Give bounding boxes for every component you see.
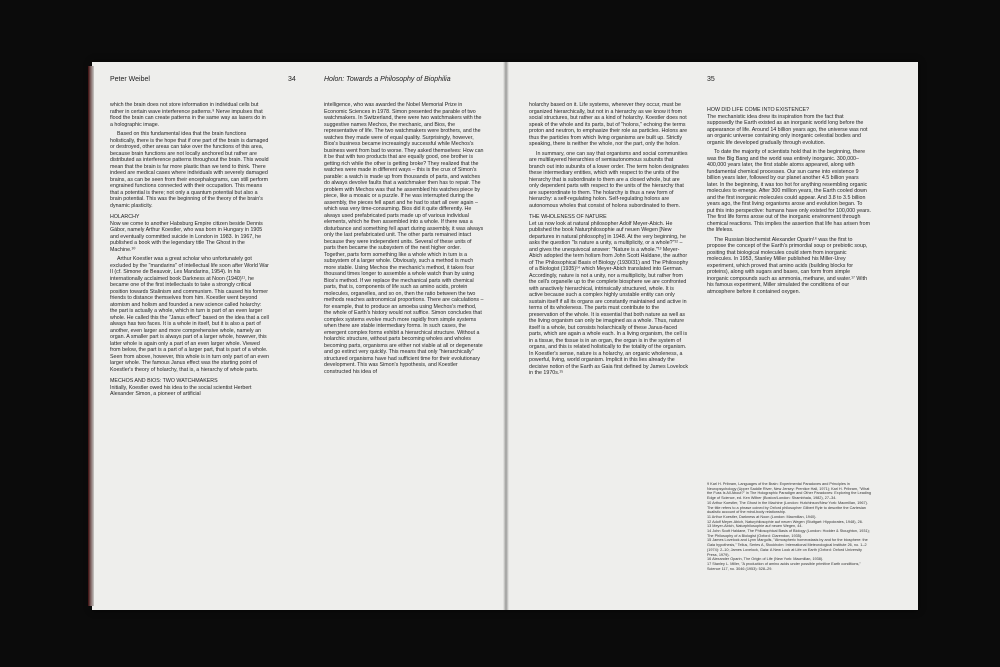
- footnote: 16 Alexander Oparin, The Origin of Life (New York: Macmillan, 1938).: [707, 557, 824, 562]
- section-heading: HOW DID LIFE COME INTO EXISTENCE?: [707, 107, 810, 113]
- paragraph: which the brain does not store information in individual cells but rather in certain wave interference patterns.⁹ Nerve impulses that flood the brain can create patterns in the same way as lasers do in a holographic image.: [110, 102, 266, 128]
- paragraph: The mechanistic idea drew its inspiration from the fact that supposedly the Earth existed as an inorganic world long before the appearance of life. Around 14 billion years ago, the universe was not an organic universe containing only inorganic celestial bodies and organic life developed gradually through evolution.: [707, 113, 868, 146]
- paragraph: Initially, Koestler owed his idea to the social scientist Herbert Alexander Simon, a pioneer of artificial: [110, 384, 252, 397]
- text-column-2: [324, 102, 484, 378]
- section-heading: HOLARCHY: [110, 214, 140, 220]
- paragraph: holarchy based on it. Life systems, wherever they occur, must be organized hierarchically, but not in a hierarchy as we know it from social structures, but rather as a kind of holarchy. Koestler does not speak of the whole and its parts, but of "holons," echoing the terms proton and neutron, to emphasize their role as particles. Holons are thus the particles from which living organisms are built up. Strictly speaking, there is neither the whole, nor the part, only the holon.: [529, 102, 688, 147]
- text-column-1: [110, 102, 270, 401]
- running-head-author: Peter Weibel: [110, 76, 150, 83]
- footnote: 13 Meyer-Abich, Naturphilosophie auf neuen Wegen, 44.: [707, 524, 803, 529]
- right-page: [509, 62, 918, 610]
- footnote: 12 Adolf Meyer-Abich, Naturphilosophie auf neuen Wegen (Stuttgart: Hippokrates, 1948), 26.: [707, 519, 863, 524]
- paragraph: Let us now look at natural philosopher Adolf Meyer-Abich. He published the book Naturphilosophie auf neuen Wegen [New departures in natural philosophy] in 1948. At the very beginning, he asks the question "Is nature a unity, a multiplicity, or a whole?"¹² – and gives the unequivocal answer: "Nature is a whole."¹³ Meyer-Abich adopted the term holism from John Scott Haldane, the author of The Philosophical Basis of Biology (1930/31) and The Philosophy of a Biologist (1935)¹⁴ which Meyer-Abich translated into German. Accordingly, nature is not a unity, nor a multiplicity, but rather from the cell's organelle up to the complete biosphere we are confronted with anactively hierarchical, intrinsically structured, whole. It is active because such a complex highly unstable entity can only sustain itself if all its organs are constantly maintained and active in terms of its wholeness. The parts must contribute to the preservation of the whole. It is essential that both nature as well as the living organism can only be imagined as a whole. Thus, nature itself is a whole, but consists holarchically of these Janus-faced parts, which are again a whole each. In a living organism, the cell is in a tissue, the tissue is in an organ, the organ is in the system of organs, and this is related holistically to the totality of the organism. In Koestler's sense, nature is a holarchy, an organic wholeness, a powerful, living, world organism. Implicit in this lies already the decisive notion of the Earth as Gaia first defined by James Lovelock in the 1970s.¹⁵: [529, 220, 689, 376]
- paragraph: In summary, one can say that organisms and social communities are multilayered hierarchies of semiautonomous subunits that branch out into subunits of a lower order. The term holon designates these intermediary entities, which with respect to the units of the hierarchy that is subordinate to them are a closed whole, but are only dependent parts with respect to the units of the hierarchy that are superordinate to them. The holarchy is thus a new form of hierarchy: a self-regulating holon. Self-regulating holons are autonomous wholes that consist of holons subordinated to them.: [529, 150, 689, 209]
- running-head-title: Holon: Towards a Philosophy of Biophilia: [324, 76, 451, 83]
- section-heading: MECHOS AND BIOS: TWO WATCHMAKERS: [110, 378, 218, 384]
- page-number-right: 35: [707, 76, 715, 83]
- paragraph: Now we come to another Habsburg Empire citizen beside Dennis Gábor, namely Arthur Koestler, who was born in Hungary in 1905 and eventually committed suicide in London in 1983. In 1967, he published a book with the legendary title The Ghost in the Machine.¹⁰: [110, 220, 263, 253]
- footnote: 17 Stanley L. Miller, "A production of amino acids under possible primitive Earth conditions," Science 117, no. 3046 (1953): 528–29.: [707, 561, 861, 571]
- footnote: 15 James Lovelock and Lynn Margulis, "Atmospheric homeostasis by and for the biosphere: the Gaia hypothesis," Tellus, Series A, Stockholm: International Meteorological Institute 26, no. 1–2 (1974): 2–10; James Lovelock, Gaia: A New Look at Life on Earth (Oxford: Oxford University Press, 1979).: [707, 538, 868, 557]
- paragraph: Arthur Koestler was a great scholar who unfortunately got excluded by the "mandarins" of intellectual life soon after World War II (cf. Simone de Beauvoir, Les Mandarins, 1954). In his internationally acclaimed book Darkness at Noon (1940)¹¹, he became one of the first intellectuals to take a strongly critical position towards Stalinism and communism. This caused his former friends to distance themselves from him. Koestler went beyond atomism and holism and founded a new science called holarchy: the part is actually a whole, which in turn is part of an even larger whole. He called this the "Janus effect" based on the idea that a cell always has two faces. It is a whole in itself, but it is also a part of another, even larger and more comprehensive whole, namely an organ. A smaller part is always part of a larger whole, however, this latter whole is again only a part of an even larger whole. Viewed from below, the part is a part of a larger part, that is part of a whole. Seen from above, however, this whole is in turn only part of an even larger whole. The famous Janus effect was the starting point of Koestler's theory of holarchy, that is, a hierarchy of whole parts.: [110, 256, 269, 373]
- text-column-4: [707, 102, 871, 298]
- footnote: 11 Arthur Koestler, Darkness at Noon (London: Macmillan, 1940).: [707, 514, 817, 519]
- paragraph: To date the majority of scientists hold that in the beginning, there was the Big Bang and the world was entirely inorganic. 300,000–400,000 years later, the first stable atoms appeared, along with fundamental chemical processes. Our sun came into existence 9 billion years later, followed by our planet another 4.5 billion years later. In the beginning, it was too hot for anything resembling organic molecules to emerge. After 300 million years, the Earth cooled down and the first inorganic molecules could appear. And 3.8 to 3.5 billion years ago, the first living organisms arose and evolution began. To put this into perspective: humans have only existed for 100,000 years. The first life forms arose out of the inorganic environment through chemical reactions. This implies the assertion that life has arisen from the lifeless.: [707, 149, 872, 233]
- footnote: 10 Arthur Koestler, The Ghost in the Machine (London: Hutchinson/New York: Macmillan, 1967). The title refers to a phrase coined by Oxford philosopher Gilbert Ryle to describe the Cartesian dualistic account of the mind-body relationship.: [707, 500, 868, 515]
- footnotes: [707, 482, 871, 571]
- footnote: 14 John Scott Haldane, The Philosophical Basis of Biology (London: Hodder & Stoughton, 1931); The Philosophy of a Biologist (Oxford: Clarendon, 1935).: [707, 529, 870, 538]
- footnote: 9 Karl H. Pribram, Languages of the Brain: Experimental Paradoxes and Principles in Neuropsychology (Upper Saddle River, New Jersey: Prentice Hall, 1971); Karl H. Pribram, "What the Fuss Is All About?" in The Holographic Paradigm and Other Paradoxes: Exploring the Leading Edge of Science, ed. Ken Wilber (Boston/London: Shambhala, 1982), 27–34.: [707, 482, 872, 501]
- paragraph: Based on this fundamental idea that the brain functions holistically, there is the hope that if one part of the brain is damaged or destroyed, other areas can take over the functions of this area, because brain functions are not locally anchored but rather are distributed as interference patterns throughout the brain. This would mean that the brain is far more plastic than we tend to think. There indeed are medical cases where individuals with severely damaged brains, as can be seen from their encephalograms, can still perform engrained functions connected with their occupation. This means that a potential is there; not only a quantum potential but also a brain potential. This was the beginning of the theory of the brain's dynamic plasticity.: [110, 131, 269, 209]
- book-spread: [92, 62, 918, 610]
- paragraph: intelligence, who was awarded the Nobel Memorial Prize in Economic Sciences in 1978. Simon presented the parable of two watchmakers. In Switzerland, there were two watchmakers with the suggestive names Mechos, the mechanic, and Bios, the representative of life. The two watchmakers were brothers, and the watches they made were of equal quality. Surprisingly, however, Bios's business became increasingly successful while Mechos's business went from bad to worse. They asked themselves: How can it be that with two products that are equally good, one brother is getting rich while the other is getting broke? They realized that the watches were made in different ways – this is the crux of Simon's parable: a watch is made up from thousands of parts, and watches do always devolve faults that a watchmaker then has to repair. The problem with Mechos was that he assembled his watches piece by piece, like a mosaic or a puzzle. If he was interrupted during the assembly, the pieces fell apart and he had to start all over again – which was very time-consuming. Bios did it quite differently. He always used prefabricated parts made up of various individual elements, which he then assembled into a whole. If there was a disturbance and something fell apart during assembly, it was always only the last prefabricated unit. The other parts remained intact because they were independent units. Several of these units of parts then became the subsystem of the next higher order. Together, parts form something like a whole which in turn is a subsystem of a larger whole. Obviously, such a method is much more stable. Using Mechos the mechanic's method, it takes four thousand times longer to assemble a whole watch than by using Bios's method. If we replace the mechanical parts with chemical parts, that is, components of life such as amino acids, protein molecules, organelles, and so on, then the ratio between the two methods reaches astronomical proportions. There are calculations – for example, that to produce an amoeba using Mechos's method, the whole of Earth's history would not suffice. Simon concludes that complex systems evolve much more rapidly from simple systems when there are stable intermediary forms. In such cases, the emergent complex forms exhibit a hierarchical structure. Without a holarchic structure, without parts becoming wholes and wholes becoming parts, organisms are either not viable at all or degenerate and go extinct very quickly. This means that only "hierarchically" structured organisms have had sufficient time for their evolutionary development. This was Simon's hypothesis, and Koestler constructed his idea of: [324, 102, 484, 375]
- paragraph: The Russian biochemist Alexander Oparin¹⁶ was the first to propose the concept of the Earth's primordial soup or prebiotic soup, positing that biological molecules could stem from inorganic molecules. In 1953, Stanley Miller published his Miller-Urey experiment, which proved that amino acids (building blocks for proteins), along with sugars and bases, can form from simple inorganic compounds such as ammonia, methane, and water.¹⁷ With his famous experiment, Miller simulated the conditions of our atmosphere before it contained oxygen.: [707, 236, 868, 295]
- text-column-3: [529, 102, 689, 380]
- page-number-left: 34: [288, 76, 296, 83]
- left-page: [92, 62, 503, 610]
- section-heading: THE WHOLENESS OF NATURE: [529, 214, 607, 220]
